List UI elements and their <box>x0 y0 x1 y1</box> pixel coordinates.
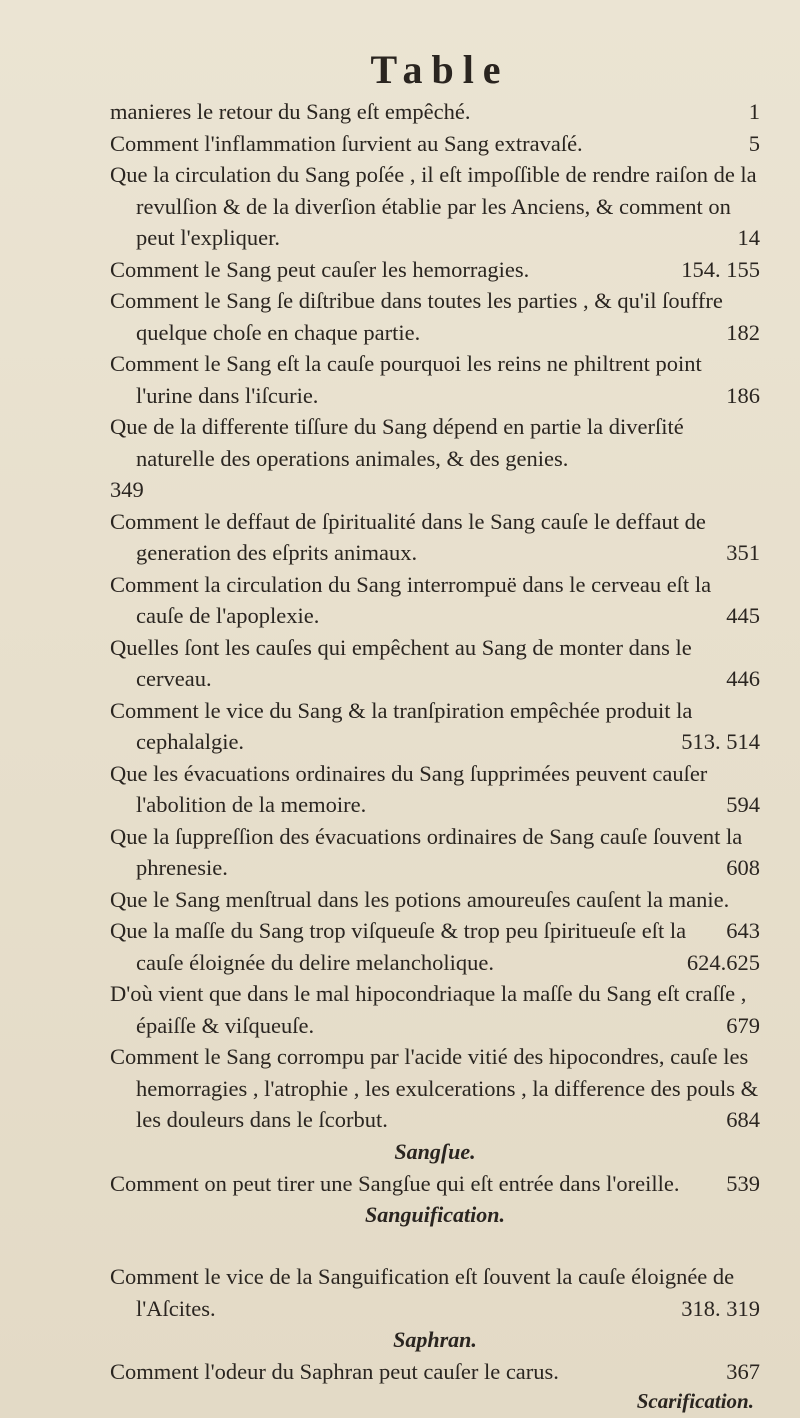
index-entry <box>110 506 760 569</box>
index-entry <box>110 978 760 1041</box>
entry-text: Comment le deffaut de ſpiritualité dans le Sang cauſe le deffaut de generation des eſprits animaux. <box>110 508 706 565</box>
index-entry <box>110 128 760 160</box>
entry-text: Comment le Sang peut cauſer les hemorragies. <box>110 256 530 282</box>
page-ref: 624.625 <box>686 949 760 975</box>
page-ref: 154. 155 <box>681 256 760 282</box>
entry-text: Comment on peut tirer une Sangſue qui eſt entrée dans l'oreille. <box>110 1170 680 1196</box>
entry-text: Comment le Sang corrompu par l'acide vitié des hipocondres, cauſe les hemorragies , l'atrophie , les exulcerations , la difference des pouls & les douleurs dans le ſcorbut. <box>110 1044 759 1132</box>
page-ref: 539 <box>726 1170 760 1196</box>
entry-text: Comment la circulation du Sang interrompuë dans le cerveau eſt la cauſe de l'apoplexie. <box>110 571 712 628</box>
entry-text: Que la maſſe du Sang trop viſqueuſe & trop peu ſpiritueuſe eſt la cauſe éloignée du delire melancholique. <box>110 918 687 975</box>
index-entry <box>110 915 760 978</box>
entry-text: D'où vient que dans le mal hipocondriaque la maſſe du Sang eſt craſſe , épaiſſe & viſqueuſe. <box>110 981 747 1038</box>
entry-text: Que la ſuppreſſion des évacuations ordinaires de Sang cauſe ſouvent la phrenesie. <box>110 823 743 880</box>
page-ref: 1 <box>748 99 760 124</box>
page-ref: 186 <box>726 382 760 408</box>
section-heading-sanguification: Sanguification. <box>365 1202 505 1227</box>
entry-text: Que la circulation du Sang poſée , il eſt impoſſible de rendre raiſon de la revulſion & de la diverſion établie par les Anciens, & comment on peut l'expliquer. <box>110 162 757 250</box>
index-entry <box>110 821 760 884</box>
index-entry <box>110 1261 760 1324</box>
section-heading-saphran: Saphran. <box>393 1327 477 1352</box>
page-ref: 349 <box>110 477 144 502</box>
index-entry <box>110 758 760 821</box>
page-ref: 643 <box>726 918 760 943</box>
entry-text: manieres le retour du Sang eſt empêché. <box>110 99 471 124</box>
index-entry <box>110 285 760 348</box>
index-entry <box>110 411 760 506</box>
page-header: Table <box>370 47 510 92</box>
page-ref: 182 <box>726 319 760 345</box>
entry-text: Comment l'odeur du Saphran peut cauſer le carus. <box>110 1359 559 1384</box>
index-entry <box>110 1356 760 1388</box>
page-ref: 513. 514 <box>681 729 760 754</box>
page-ref: 684 <box>726 1107 760 1132</box>
entry-text: Comment le vice de la Sanguification eſt ſouvent la cauſe éloignée de l'Aſcites. <box>110 1264 735 1321</box>
entry-text: Comment le Sang eſt la cauſe pourquoi les reins ne philtrent point l'urine dans l'iſcurie. <box>110 351 702 408</box>
entry-text: Que le Sang menſtrual dans les potions amoureuſes cauſent la manie. <box>110 886 730 912</box>
page-ref: 367 <box>726 1359 760 1384</box>
page-ref: 679 <box>726 1012 760 1038</box>
entries-sang <box>110 96 760 1136</box>
page-ref: 318. 319 <box>681 1295 760 1321</box>
index-entry <box>110 159 760 254</box>
page-ref: 445 <box>726 603 760 628</box>
entry-text: Comment le Sang ſe diſtribue dans toutes les parties , & qu'il ſouffre quelque choſe en chaque partie. <box>110 288 723 345</box>
index-entry <box>110 569 760 632</box>
entry-text: Que les évacuations ordinaires du Sang ſupprimées peuvent cauſer l'abolition de la memoire. <box>110 760 708 817</box>
page-ref: 14 <box>737 225 760 250</box>
page-ref: 608 <box>726 855 760 880</box>
index-entry <box>110 1041 760 1136</box>
index-entry <box>110 695 760 758</box>
page-ref: 5 <box>748 130 760 156</box>
index-entry <box>110 96 760 128</box>
entry-text: Quelles ſont les cauſes qui empêchent au Sang de monter dans le cerveau. <box>110 634 692 691</box>
index-entry <box>110 348 760 411</box>
page-ref: 351 <box>726 540 760 565</box>
index-entry <box>110 632 760 695</box>
index-entry <box>110 254 760 286</box>
catchword: Scarification. <box>636 1388 754 1413</box>
section-heading-sangsue: Sangſue. <box>394 1138 476 1164</box>
entry-text: Que de la differente tiſſure du Sang dépend en partie la diverſité naturelle des operations animales, & des genies. <box>110 414 684 471</box>
entry-text: Comment le vice du Sang & la tranſpiration empêchée produit la cephalalgie. <box>110 697 693 754</box>
entry-text: Comment l'inflammation ſurvient au Sang extravaſé. <box>110 130 583 156</box>
index-entry <box>110 884 760 943</box>
page-ref: 594 <box>726 792 760 817</box>
page-ref: 446 <box>726 666 760 691</box>
index-entry <box>110 1168 760 1200</box>
